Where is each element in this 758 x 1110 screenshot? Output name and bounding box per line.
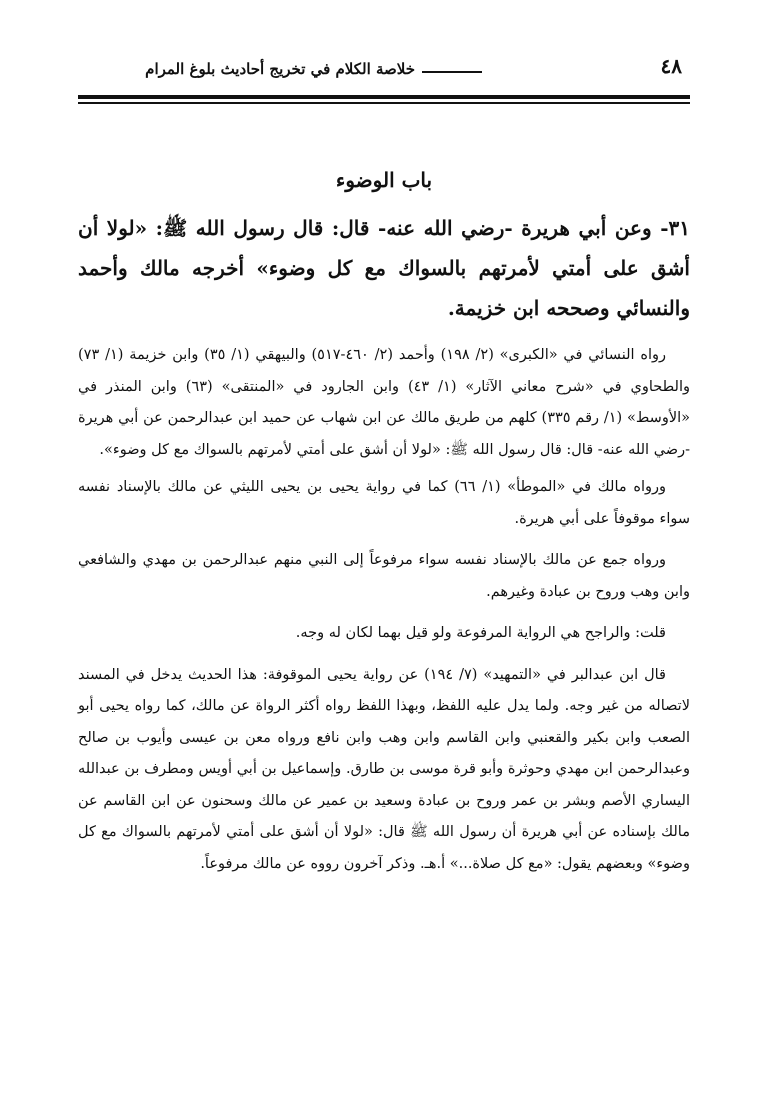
running-title: خلاصة الكلام في تخريج أحاديث بلوغ المرام xyxy=(145,60,415,78)
commentary xyxy=(78,340,690,890)
title-dash-rule xyxy=(422,71,482,73)
hadith-text: ٣١- وعن أبي هريرة -رضي الله عنه- قال: قال رسول الله ﷺ: «لولا أن أشق على أمتي لأمرتهم بالسواك مع كل وضوء» أخرجه مالك وأحمد والنسائي وصححه ابن خزيمة. xyxy=(78,216,690,320)
commentary-paragraph: قال ابن عبدالبر في «التمهيد» (٧/ ١٩٤) عن رواية يحيى الموقوفة: هذا الحديث يدخل في المسند لاتصاله من غير وجه. ولما يدل عليه اللفظ، وبهذا اللفظ رواه أكثر الرواة عن مالك، كما رواه يحيى أبو الصعب وابن بكير والقعنبي وابن القاسم وابن وهب وابن نافع ورواه معن بن عيسى وأيوب بن صالح وعبدالرحمن ابن مهدي وحوثرة وأبو قرة موسى بن طارق. وإسماعيل بن أبي أويس ومطرف بن عبدالله اليساري الأصم وبشر بن عمر وروح بن عبادة وسعيد بن عمير عن مالك وسحنون عن ابن القاسم عن مالك بإسناده عن أبي هريرة أن رسول الله ﷺ قال: «لولا أن أشق على أمتي لأمرتهم بالسواك مع كل وضوء» وبعضهم يقول: «مع كل صلاة...» أ.هـ. وذكر آخرون رووه عن مالك مرفوعاً. xyxy=(78,666,690,872)
commentary-paragraph: ورواه جمع عن مالك بالإسناد نفسه سواء مرفوعاً إلى النبي منهم عبدالرحمن بن مهدي والشافعي وابن وهب وروح بن عبادة وغيرهم. xyxy=(78,552,690,600)
commentary-paragraph: ورواه مالك في «الموطأ» (١/ ٦٦) كما في رواية يحيى بن يحيى الليثي عن مالك بالإسناد نفسه سواء موقوفاً على أبي هريرة. xyxy=(78,479,690,527)
chapter-title: باب الوضوء xyxy=(335,168,433,192)
header-rule-thick xyxy=(78,95,690,99)
header-rule-thin xyxy=(78,102,690,104)
page-header xyxy=(78,48,690,88)
commentary-paragraph: رواه النسائي في «الكبرى» (٢/ ١٩٨) وأحمد (٢/ ٤٦٠-٥١٧) والبيهقي (١/ ٣٥) وابن خزيمة (١/ ٧٣) والطحاوي في «شرح معاني الآثار» (١/ ٤٣) وابن الجارود في «المنتقى» (٦٣) وابن المنذر في «الأوسط» (١/ رقم ٣٣٥) كلهم من طريق مالك عن ابن شهاب عن حميد ابن عبدالرحمن عن أبي هريرة -رضي الله عنه- قال: قال رسول الله ﷺ: «لولا أن أشق على أمتي لأمرتهم بالسواك مع كل وضوء». xyxy=(78,347,691,458)
book-page xyxy=(78,48,690,1088)
page-number: ٤٨ xyxy=(660,54,682,78)
commentary-paragraph: قلت: والراجح هي الرواية المرفوعة ولو قيل بهما لكان له وجه. xyxy=(295,625,666,641)
